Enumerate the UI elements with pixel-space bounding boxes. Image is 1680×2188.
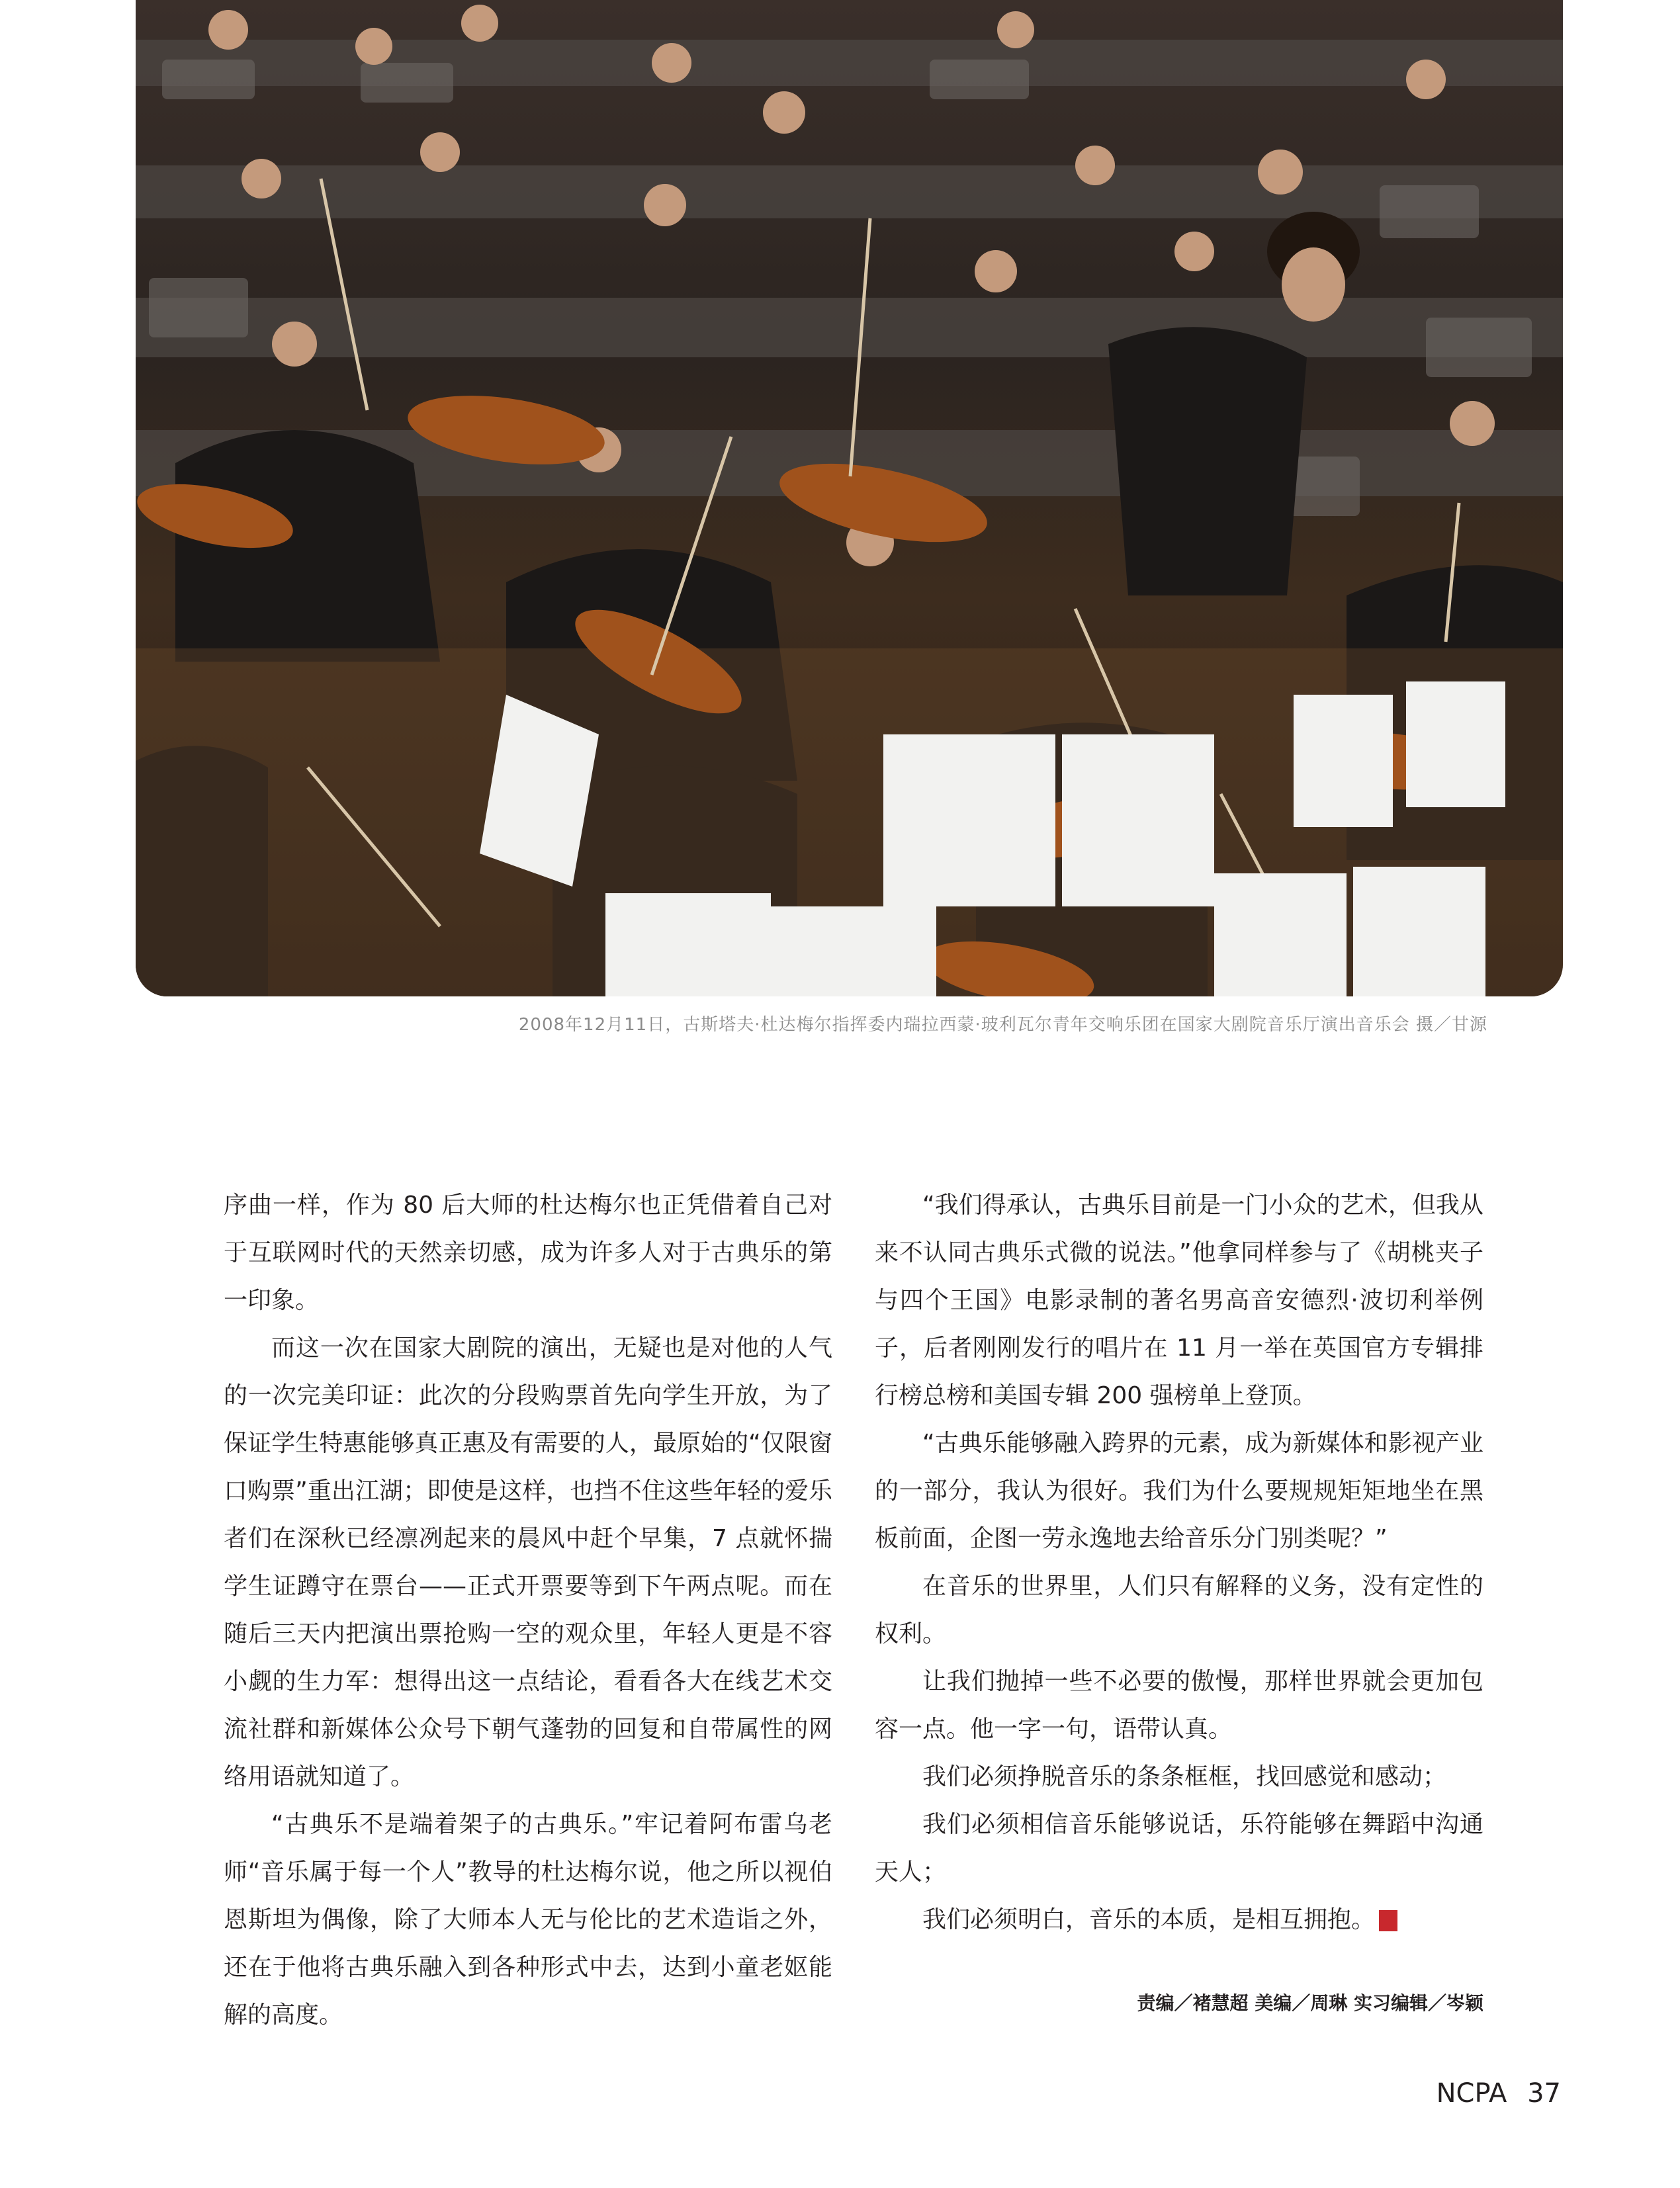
paragraph: 让我们抛掉一些不必要的傲慢，那样世界就会更加包容一点。他一字一句，语带认真。 — [875, 1668, 1483, 1743]
orchestra-photo — [136, 0, 1563, 996]
paragraph: 序曲一样，作为 80 后大师的杜达梅尔也正凭借着自己对于互联网时代的天然亲切感，成为许多人对于古典乐的第一印象。 — [224, 1192, 832, 1314]
page-number: 37 — [1527, 2078, 1561, 2109]
ncpa-seal-icon: NCPA — [1379, 1910, 1397, 1931]
paragraph: “古典乐能够融入跨界的元素，成为新媒体和影视产业的一部分，我认为很好。我们为什么要规规矩矩地坐在黑板前面，企图一劳永逸地去给音乐分门别类呢？” — [875, 1430, 1483, 1552]
photo-caption: 2008年12月11日，古斯塔夫·杜达梅尔指挥委内瑞拉西蒙·玻利瓦尔青年交响乐团在国家大剧院音乐厅演出音乐会 摄／甘源 — [518, 1015, 1487, 1035]
paragraph: 在音乐的世界里，人们只有解释的义务，没有定性的权利。 — [875, 1573, 1483, 1647]
final-sentence: 我们必须明白，音乐的本质，是相互拥抱。 — [922, 1906, 1376, 1933]
paragraph: 而这一次在国家大剧院的演出，无疑也是对他的人气的一次完美印证：此次的分段购票首先向学生开放，为了保证学生特惠能够真正惠及有需要的人，最原始的“仅限窗口购票”重出江湖；即使是这样，也挡不住这些年轻的爱乐者们在深秋已经凛冽起来的晨风中赶个早集，7 点就怀揣学生证蹲守在票台——正式开票要等到下午两点呢。而在随后三天内把演出票抢购一空的观众里，年轻人更是不容小觑的生力军：想得出这一点结论，看看各大在线艺术交流社群和新媒体公众号下朝气蓬勃的回复和自带属性的网络用语就知道了。 — [224, 1335, 832, 1790]
orchestra-photo-illustration — [136, 0, 1563, 996]
paragraph: “古典乐不是端着架子的古典乐。”牢记着阿布雷乌老师“音乐属于每一个人”教导的杜达梅尔说，他之所以视伯恩斯坦为偶像，除了大师本人无与伦比的艺术造诣之外，还在于他将古典乐融入到各种形式中去，达到小童老妪能解的高度。 — [224, 1811, 832, 2029]
right-text-column — [875, 1182, 1483, 1944]
paragraph-final — [875, 1896, 1483, 1944]
paragraph: 我们必须挣脱音乐的条条框框，找回感觉和感动； — [922, 1763, 1447, 1790]
paragraph: “我们得承认，古典乐目前是一门小众的艺术，但我从来不认同古典乐式微的说法。”他拿同样参与了《胡桃夹子与四个王国》电影录制的著名男高音安德烈·波切利举例子，后者刚刚发行的唱片在 11 月一举在英国官方专辑排行榜总榜和美国专辑 200 强榜单上登顶。 — [875, 1192, 1483, 1409]
left-text-column — [224, 1182, 832, 2039]
footer-brand: NCPA — [1436, 2078, 1507, 2109]
editor-credits: 责编／褚慧超 美编／周琳 实习编辑／岑颖 — [1137, 1992, 1483, 2014]
page-footer — [1437, 2078, 1561, 2109]
paragraph: 我们必须相信音乐能够说话，乐符能够在舞蹈中沟通天人； — [875, 1811, 1483, 1886]
